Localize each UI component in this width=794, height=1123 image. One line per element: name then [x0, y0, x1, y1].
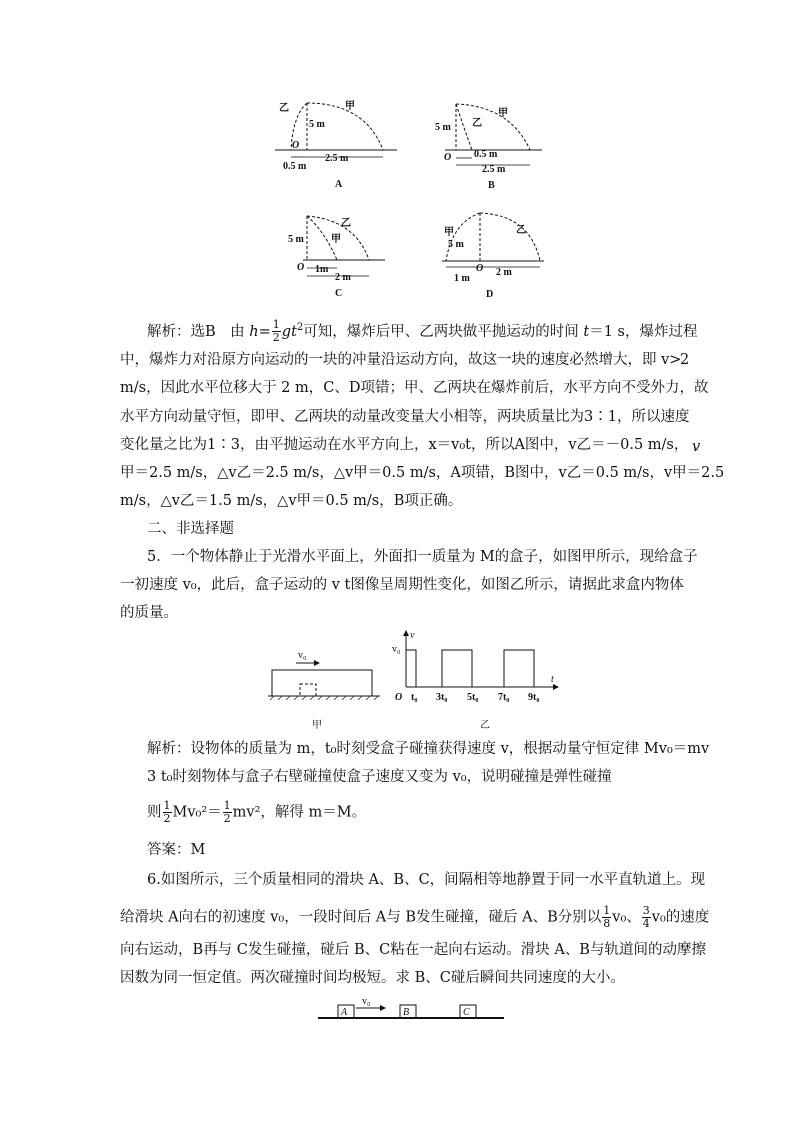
q5-l3: 的质量。: [120, 605, 178, 621]
solution4-line1: 解析：选B 由 h= $\frac{1}{2}$ $gt^2$可知，爆炸后甲、乙两块做平抛运动的时间 t＝1 s，爆炸过程: [147, 318, 698, 345]
q5-line2: [120, 575, 684, 595]
q5-frac-2: [223, 800, 232, 825]
solution4-line7: [120, 491, 462, 511]
q6-frac-2-den: 4: [642, 917, 650, 930]
q5-figure: [268, 630, 568, 735]
figure-a-origin: O: [292, 140, 300, 151]
q5-frac-2-num: 1: [223, 799, 231, 812]
q5-frac-2-den: 2: [223, 812, 231, 825]
q6-l2-a: 给滑块 A向右的初速度 v₀，一段时间后 A与 B发生碰撞，碰后 A、B分别以: [120, 909, 602, 926]
figure-b-yi: 乙: [472, 118, 482, 129]
solution4-line2-end: [680, 350, 689, 370]
figure-c-origin: O: [297, 262, 305, 273]
section2-label: 二、非选择题: [147, 521, 234, 537]
q5-caption-yi: 乙: [480, 720, 490, 731]
q5-l1: 5．一个物体静止于光滑水平面上，外面扣一质量为 M的盒子，如图甲所示，现给盒子: [147, 549, 698, 565]
q5-solution-line2: [147, 767, 612, 787]
solution4-l6: 甲＝2.5 m/s，△v乙＝2.5 m/s，△v甲＝0.5 m/s，A项错，B图中，v乙＝0.5 m/s，v甲＝2.5: [120, 465, 725, 481]
q5-tick-4: 7t₀: [498, 692, 510, 703]
solution4-fraction: [272, 319, 281, 344]
q6-l3: 向右运动，B再与 C发生碰撞，碰后 B、C粘在一起向右运动。滑块 A、B与轨道间的动摩擦: [120, 942, 706, 958]
solution4-l2: 中，爆炸力对沿原方向运动的一块的冲量沿运动方向，故这一块的速度必然增大，即 v>: [120, 352, 682, 368]
solution4-line5-end: [692, 437, 700, 457]
figure-d: [440, 205, 555, 305]
figure-c-diagram: [285, 210, 395, 305]
q5-caption-jia: 甲: [312, 720, 322, 731]
q6-f1-v: v₀、: [612, 909, 641, 926]
solution4-line4: [120, 407, 689, 427]
figure-c-jia: 甲: [331, 234, 341, 245]
q5-tick-1: t₀: [411, 692, 418, 703]
q6-l4: 因数为同一恒定值。两次碰撞时间均极短。求 B、C碰后瞬间共同速度的大小。: [120, 970, 625, 986]
q5-frac-1: [163, 800, 172, 825]
figure-d-jia: 甲: [444, 227, 454, 238]
q5-sol-l3-a: 则: [147, 804, 162, 821]
q5-graph-vaxis: v: [410, 630, 415, 641]
q5-sol-l2: 3 t₀时刻物体与盒子右壁碰撞使盒子速度又变为 v₀，说明碰撞是弹性碰撞: [147, 769, 612, 785]
q6-block-c: C: [463, 1007, 470, 1018]
solution4-l7: m/s，△v乙＝1.5 m/s，△v甲＝0.5 m/s，B项正确。: [120, 493, 463, 509]
q5-solution-line1: [147, 739, 709, 759]
figure-b-d1: 0.5 m: [474, 149, 498, 160]
solution4-l5-end: v: [692, 439, 701, 455]
section2-heading: [147, 519, 234, 539]
figure-a-d2: 2.5 m: [325, 153, 349, 164]
q6-frac-1-den: 8: [603, 917, 611, 930]
solution4-l1-b: 可知，爆炸后甲、乙两块做平抛运动的时间: [303, 323, 584, 340]
solution4-l1-t2: t: [291, 323, 297, 340]
q6-frac-1: [602, 905, 611, 930]
solution4-frac-num: 1: [272, 318, 280, 332]
solution4-line2: [120, 350, 681, 370]
q5-l2: 一初速度 v₀，此后，盒子运动的 v t图像呈周期性变化，如图乙所示，请据此求盒内物体: [120, 577, 684, 593]
figure-d-origin: O: [476, 263, 484, 274]
q5-tick-5: 9t₀: [528, 692, 540, 703]
q6-f2-v: v₀的速度: [651, 909, 710, 926]
q5-tick-2: 3t₀: [436, 692, 448, 703]
figure-a-caption: A: [335, 179, 343, 190]
figure-a-jia: 甲: [345, 101, 355, 112]
figure-c-caption: C: [335, 288, 343, 299]
q5-box-v0: v₀: [298, 650, 307, 661]
q5-answer-text: 答案：M: [147, 842, 206, 858]
q5-graph-v0: v₀: [392, 644, 401, 655]
q6-l1: 6.如图所示，三个质量相同的滑块 A、B、C，间隔相等地静置于同一水平直轨道上。现: [147, 872, 706, 888]
solution4-l2-end: 2: [680, 352, 690, 368]
q5-sol-l3-c: mv²，解得 m＝M。: [232, 804, 367, 821]
q6-frac-1-num: 1: [603, 904, 611, 917]
q5-line3: [120, 603, 178, 623]
q6-line2: [120, 905, 709, 930]
figure-a-diagram: [275, 95, 405, 195]
figure-c-yi: 乙: [341, 218, 351, 229]
figure-a-yi: 乙: [279, 103, 289, 114]
q5-graph-taxis: t: [551, 674, 554, 685]
q6-block-b: B: [403, 1007, 410, 1018]
figure-d-d1: 1 m: [454, 273, 470, 284]
figure-c: [285, 210, 395, 305]
q5-sol-l3-b: Mv₀²＝: [172, 804, 222, 821]
figure-b-origin: O: [444, 152, 452, 163]
q5-solution-line3: [147, 800, 366, 825]
solution4-l1-a: 解析：选B 由: [147, 323, 250, 340]
figure-b-d2: 2.5 m: [482, 164, 506, 175]
solution4-line6: [120, 463, 724, 483]
solution4-l1-t: t: [583, 323, 590, 340]
q6-figure: [318, 996, 508, 1022]
figure-c-d1: 1m: [315, 264, 329, 275]
solution4-l5: 变化量之比为1∶3，由平抛运动在水平方向上，x＝v₀t，所以A图中，v乙＝－0.5 m/s，: [120, 437, 689, 453]
q6-figure-diagram: [318, 996, 508, 1022]
figure-d-height: 5 m: [448, 239, 464, 250]
q6-line3: [120, 940, 706, 960]
q5-graph-origin: O: [395, 692, 403, 703]
q5-figure-diagram: [268, 630, 568, 735]
solution4-l1-h: h: [249, 323, 259, 340]
q5-frac-1-den: 2: [163, 812, 171, 825]
figure-d-diagram: [440, 205, 555, 305]
solution4-line3: [120, 378, 709, 398]
figure-c-d2: 2 m: [335, 272, 351, 283]
q6-line4: [120, 968, 625, 988]
figure-b-height: 5 m: [435, 122, 451, 133]
q6-line1: [147, 870, 705, 890]
q6-frac-2: [642, 905, 651, 930]
q6-frac-2-num: 3: [642, 904, 650, 917]
figure-d-yi: 乙: [516, 225, 526, 236]
q5-frac-1-num: 1: [163, 799, 171, 812]
solution4-frac-den: 2: [272, 331, 280, 345]
solution4-line5: [120, 435, 688, 455]
figure-d-caption: D: [486, 289, 494, 300]
q5-sol-l1: 解析：设物体的质量为 m，t₀时刻受盒子碰撞获得速度 v，根据动量守恒定律 Mv₀＝mv: [147, 741, 710, 757]
figure-b: [430, 98, 550, 198]
figure-b-caption: B: [488, 180, 495, 191]
q6-block-a: A: [341, 1007, 348, 1018]
solution4-l1-eq: =: [258, 323, 271, 340]
q5-tick-3: 5t₀: [467, 692, 479, 703]
figure-c-height: 5 m: [288, 234, 304, 245]
figure-a: [275, 95, 405, 195]
solution4-l3: m/s，因此水平位移大于 2 m，C、D项错；甲、乙两块在爆炸前后，水平方向不受外力，故: [120, 380, 709, 396]
figure-d-d2: 2 m: [496, 267, 512, 278]
q6-v0: v₀: [362, 996, 371, 1007]
figure-a-d1: 0.5 m: [283, 161, 307, 172]
solution4-l1-c: ＝1 s，爆炸过程: [589, 323, 698, 340]
solution4-l4: 水平方向动量守恒，即甲、乙两块的动量改变量大小相等，两块质量比为3∶1，所以速度: [120, 409, 690, 425]
figure-b-jia: 甲: [498, 108, 508, 119]
figure-b-diagram: [430, 98, 550, 198]
solution4-l1-g: g: [281, 323, 292, 340]
figure-a-height: 5 m: [309, 119, 325, 130]
q5-answer: [147, 840, 205, 860]
q5-line1: [147, 547, 698, 567]
